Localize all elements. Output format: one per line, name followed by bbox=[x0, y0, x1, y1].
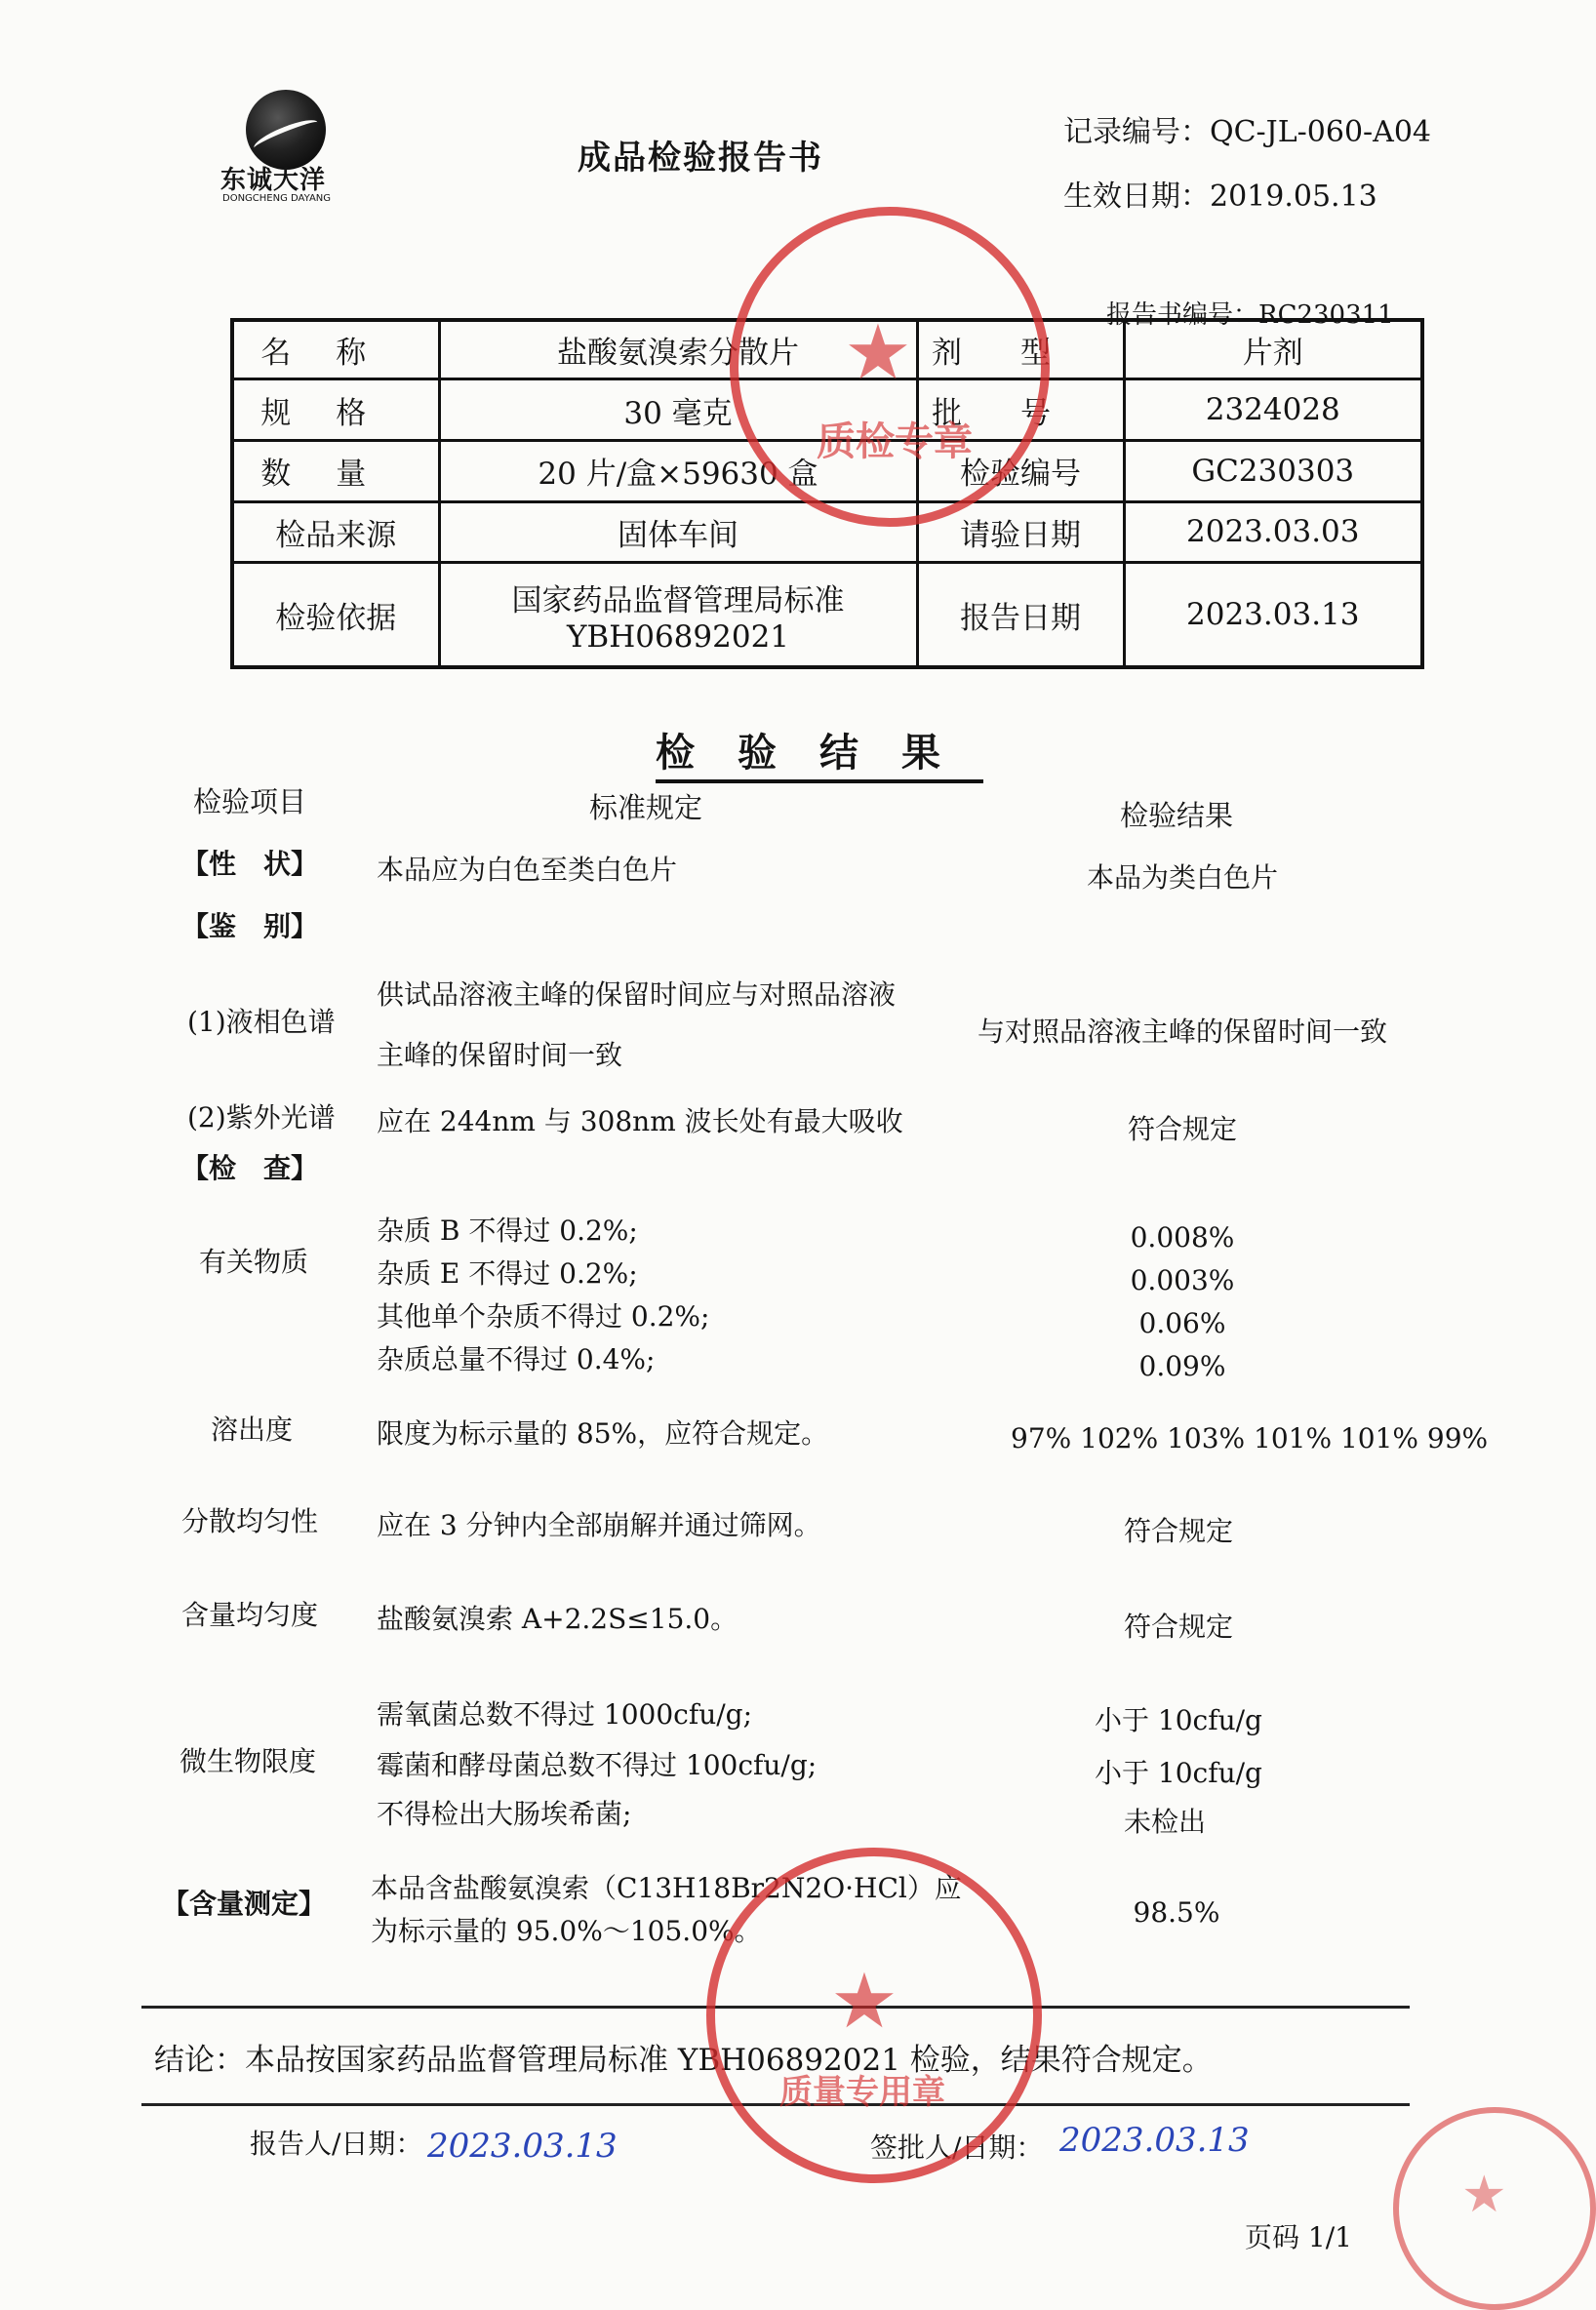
microbial-result: 未检出 bbox=[1123, 1806, 1207, 1838]
spec-value: 30 毫克 bbox=[439, 379, 917, 441]
dispersion-standard: 应在 3 分钟内全部崩解并通过筛网。 bbox=[377, 1509, 821, 1541]
page-number: 页码 1/1 bbox=[1245, 2221, 1352, 2253]
effective-date: 生效日期：2019.05.13 bbox=[1063, 179, 1377, 214]
appearance-item: 【性 状】 bbox=[181, 848, 319, 880]
identification-item: 【鉴 别】 bbox=[181, 910, 319, 942]
test-basis-standard: 国家药品监督管理局标准 bbox=[511, 582, 845, 618]
stamp-text: 质量专用章 bbox=[779, 2073, 945, 2112]
uv-standard: 应在 244nm 与 308nm 波长处有最大吸收 bbox=[377, 1105, 903, 1137]
dispersion-item: 分散均匀性 bbox=[181, 1505, 319, 1537]
report-date-label: 报告日期 bbox=[917, 563, 1124, 667]
microbial-standard: 霉菌和酵母菌总数不得过 100cfu/g; bbox=[377, 1749, 818, 1781]
request-date-label: 请验日期 bbox=[917, 501, 1124, 563]
test-basis-value bbox=[439, 563, 917, 667]
results-section-title: 检验结果 bbox=[656, 722, 983, 783]
related-result: 0.09% bbox=[1138, 1350, 1226, 1382]
uniformity-item: 含量均匀度 bbox=[181, 1599, 319, 1631]
stamp-star-icon: ★ bbox=[844, 309, 912, 397]
document-title: 成品检验报告书 bbox=[578, 139, 823, 178]
hplc-item: (1)液相色谱 bbox=[187, 1006, 336, 1038]
reporter-signature: 2023.03.13 bbox=[427, 2127, 618, 2166]
sample-source-label: 检品来源 bbox=[232, 501, 439, 563]
hplc-standard-line1: 供试品溶液主峰的保留时间应与对照品溶液 bbox=[377, 978, 897, 1011]
test-number-label: 检验编号 bbox=[917, 440, 1124, 501]
assay-standard-line1: 本品含盐酸氨溴索（C13H18Br2N2O·HCl）应 bbox=[371, 1872, 962, 1904]
test-basis-code: YBH06892021 bbox=[566, 618, 790, 655]
report-date-value: 2023.03.13 bbox=[1124, 563, 1422, 667]
batch-value: 2324028 bbox=[1124, 379, 1422, 441]
logo-chinese-name: 东诚大洋 bbox=[220, 166, 327, 195]
approver-signature: 2023.03.13 bbox=[1059, 2121, 1250, 2160]
hplc-standard-line2: 主峰的保留时间一致 bbox=[377, 1039, 623, 1071]
related-standard: 其他单个杂质不得过 0.2%; bbox=[377, 1300, 710, 1333]
uv-item: (2)紫外光谱 bbox=[187, 1101, 336, 1134]
appearance-standard: 本品应为白色至类白色片 bbox=[377, 854, 678, 886]
assay-standard-line2: 为标示量的 95.0%～105.0%。 bbox=[371, 1915, 762, 1947]
uniformity-result: 符合规定 bbox=[1123, 1611, 1234, 1643]
approver-label: 签批人/日期： bbox=[870, 2131, 1044, 2164]
form-value: 片剂 bbox=[1124, 320, 1422, 379]
col-header-result: 检验结果 bbox=[1120, 799, 1234, 832]
quantity-label: 数量 bbox=[232, 440, 439, 501]
dissolution-standard: 限度为标示量的 85%，应符合规定。 bbox=[377, 1417, 829, 1450]
related-standard: 杂质 E 不得过 0.2%; bbox=[377, 1257, 638, 1290]
related-result: 0.06% bbox=[1138, 1307, 1226, 1339]
uniformity-standard: 盐酸氨溴索 A+2.2S≤15.0。 bbox=[377, 1603, 738, 1635]
assay-item: 【含量测定】 bbox=[162, 1888, 327, 1920]
company-qc-stamp-corner bbox=[1393, 2107, 1596, 2310]
test-number-value: GC230303 bbox=[1124, 440, 1422, 501]
microbial-item: 微生物限度 bbox=[180, 1745, 317, 1777]
form-label: 剂型 bbox=[917, 320, 1124, 379]
related-standard: 杂质总量不得过 0.4%; bbox=[377, 1343, 656, 1375]
related-substances-item: 有关物质 bbox=[199, 1246, 309, 1278]
test-basis-label: 检验依据 bbox=[232, 563, 439, 667]
stamp-star-icon: ★ bbox=[1461, 2166, 1507, 2224]
quantity-value: 20 片/盒×59630 盒 bbox=[439, 440, 917, 501]
report-number: 报告书编号：RC230311 bbox=[1106, 300, 1394, 330]
buyer-quality-stamp bbox=[706, 1848, 1042, 2183]
sample-source-value: 固体车间 bbox=[439, 501, 917, 563]
stamp-star-icon: ★ bbox=[830, 1958, 898, 2046]
col-header-standard: 标准规定 bbox=[589, 791, 703, 824]
conclusion: 结论：本品按国家药品监督管理局标准 YBH06892021 检验，结果符合规定。 bbox=[154, 2043, 1213, 2078]
hplc-result: 与对照品溶液主峰的保留时间一致 bbox=[977, 1016, 1388, 1048]
microbial-standard: 需氧菌总数不得过 1000cfu/g; bbox=[377, 1698, 753, 1731]
related-standard: 杂质 B 不得过 0.2%; bbox=[377, 1215, 638, 1247]
record-number: 记录编号：QC-JL-060-A04 bbox=[1063, 115, 1432, 149]
related-result: 0.003% bbox=[1130, 1264, 1235, 1296]
col-header-item: 检验项目 bbox=[193, 785, 307, 818]
microbial-result: 小于 10cfu/g bbox=[1095, 1757, 1262, 1789]
microbial-standard: 不得检出大肠埃希菌; bbox=[377, 1798, 632, 1830]
name-label: 名称 bbox=[232, 320, 439, 379]
dispersion-result: 符合规定 bbox=[1123, 1515, 1234, 1547]
name-value: 盐酸氨溴索分散片 bbox=[439, 320, 917, 379]
stamp-text: 质检专章 bbox=[817, 419, 973, 464]
related-result: 0.008% bbox=[1130, 1221, 1235, 1254]
request-date-value: 2023.03.03 bbox=[1124, 501, 1422, 563]
spec-label: 规格 bbox=[232, 379, 439, 441]
dissolution-item: 溶出度 bbox=[211, 1414, 294, 1446]
microbial-result: 小于 10cfu/g bbox=[1095, 1704, 1262, 1736]
company-qc-stamp bbox=[730, 207, 1050, 527]
batch-label: 批号 bbox=[917, 379, 1124, 441]
reporter-label: 报告人/日期： bbox=[250, 2128, 423, 2160]
uv-result: 符合规定 bbox=[1127, 1113, 1238, 1145]
dissolution-result: 97% 102% 103% 101% 101% 99% bbox=[1011, 1422, 1489, 1454]
appearance-result: 本品为类白色片 bbox=[1086, 861, 1279, 894]
company-logo-icon bbox=[246, 90, 326, 170]
assay-result: 98.5% bbox=[1133, 1896, 1220, 1929]
tests-item: 【检 查】 bbox=[181, 1152, 319, 1184]
logo-english-name: DONGCHENG DAYANG bbox=[222, 193, 332, 204]
